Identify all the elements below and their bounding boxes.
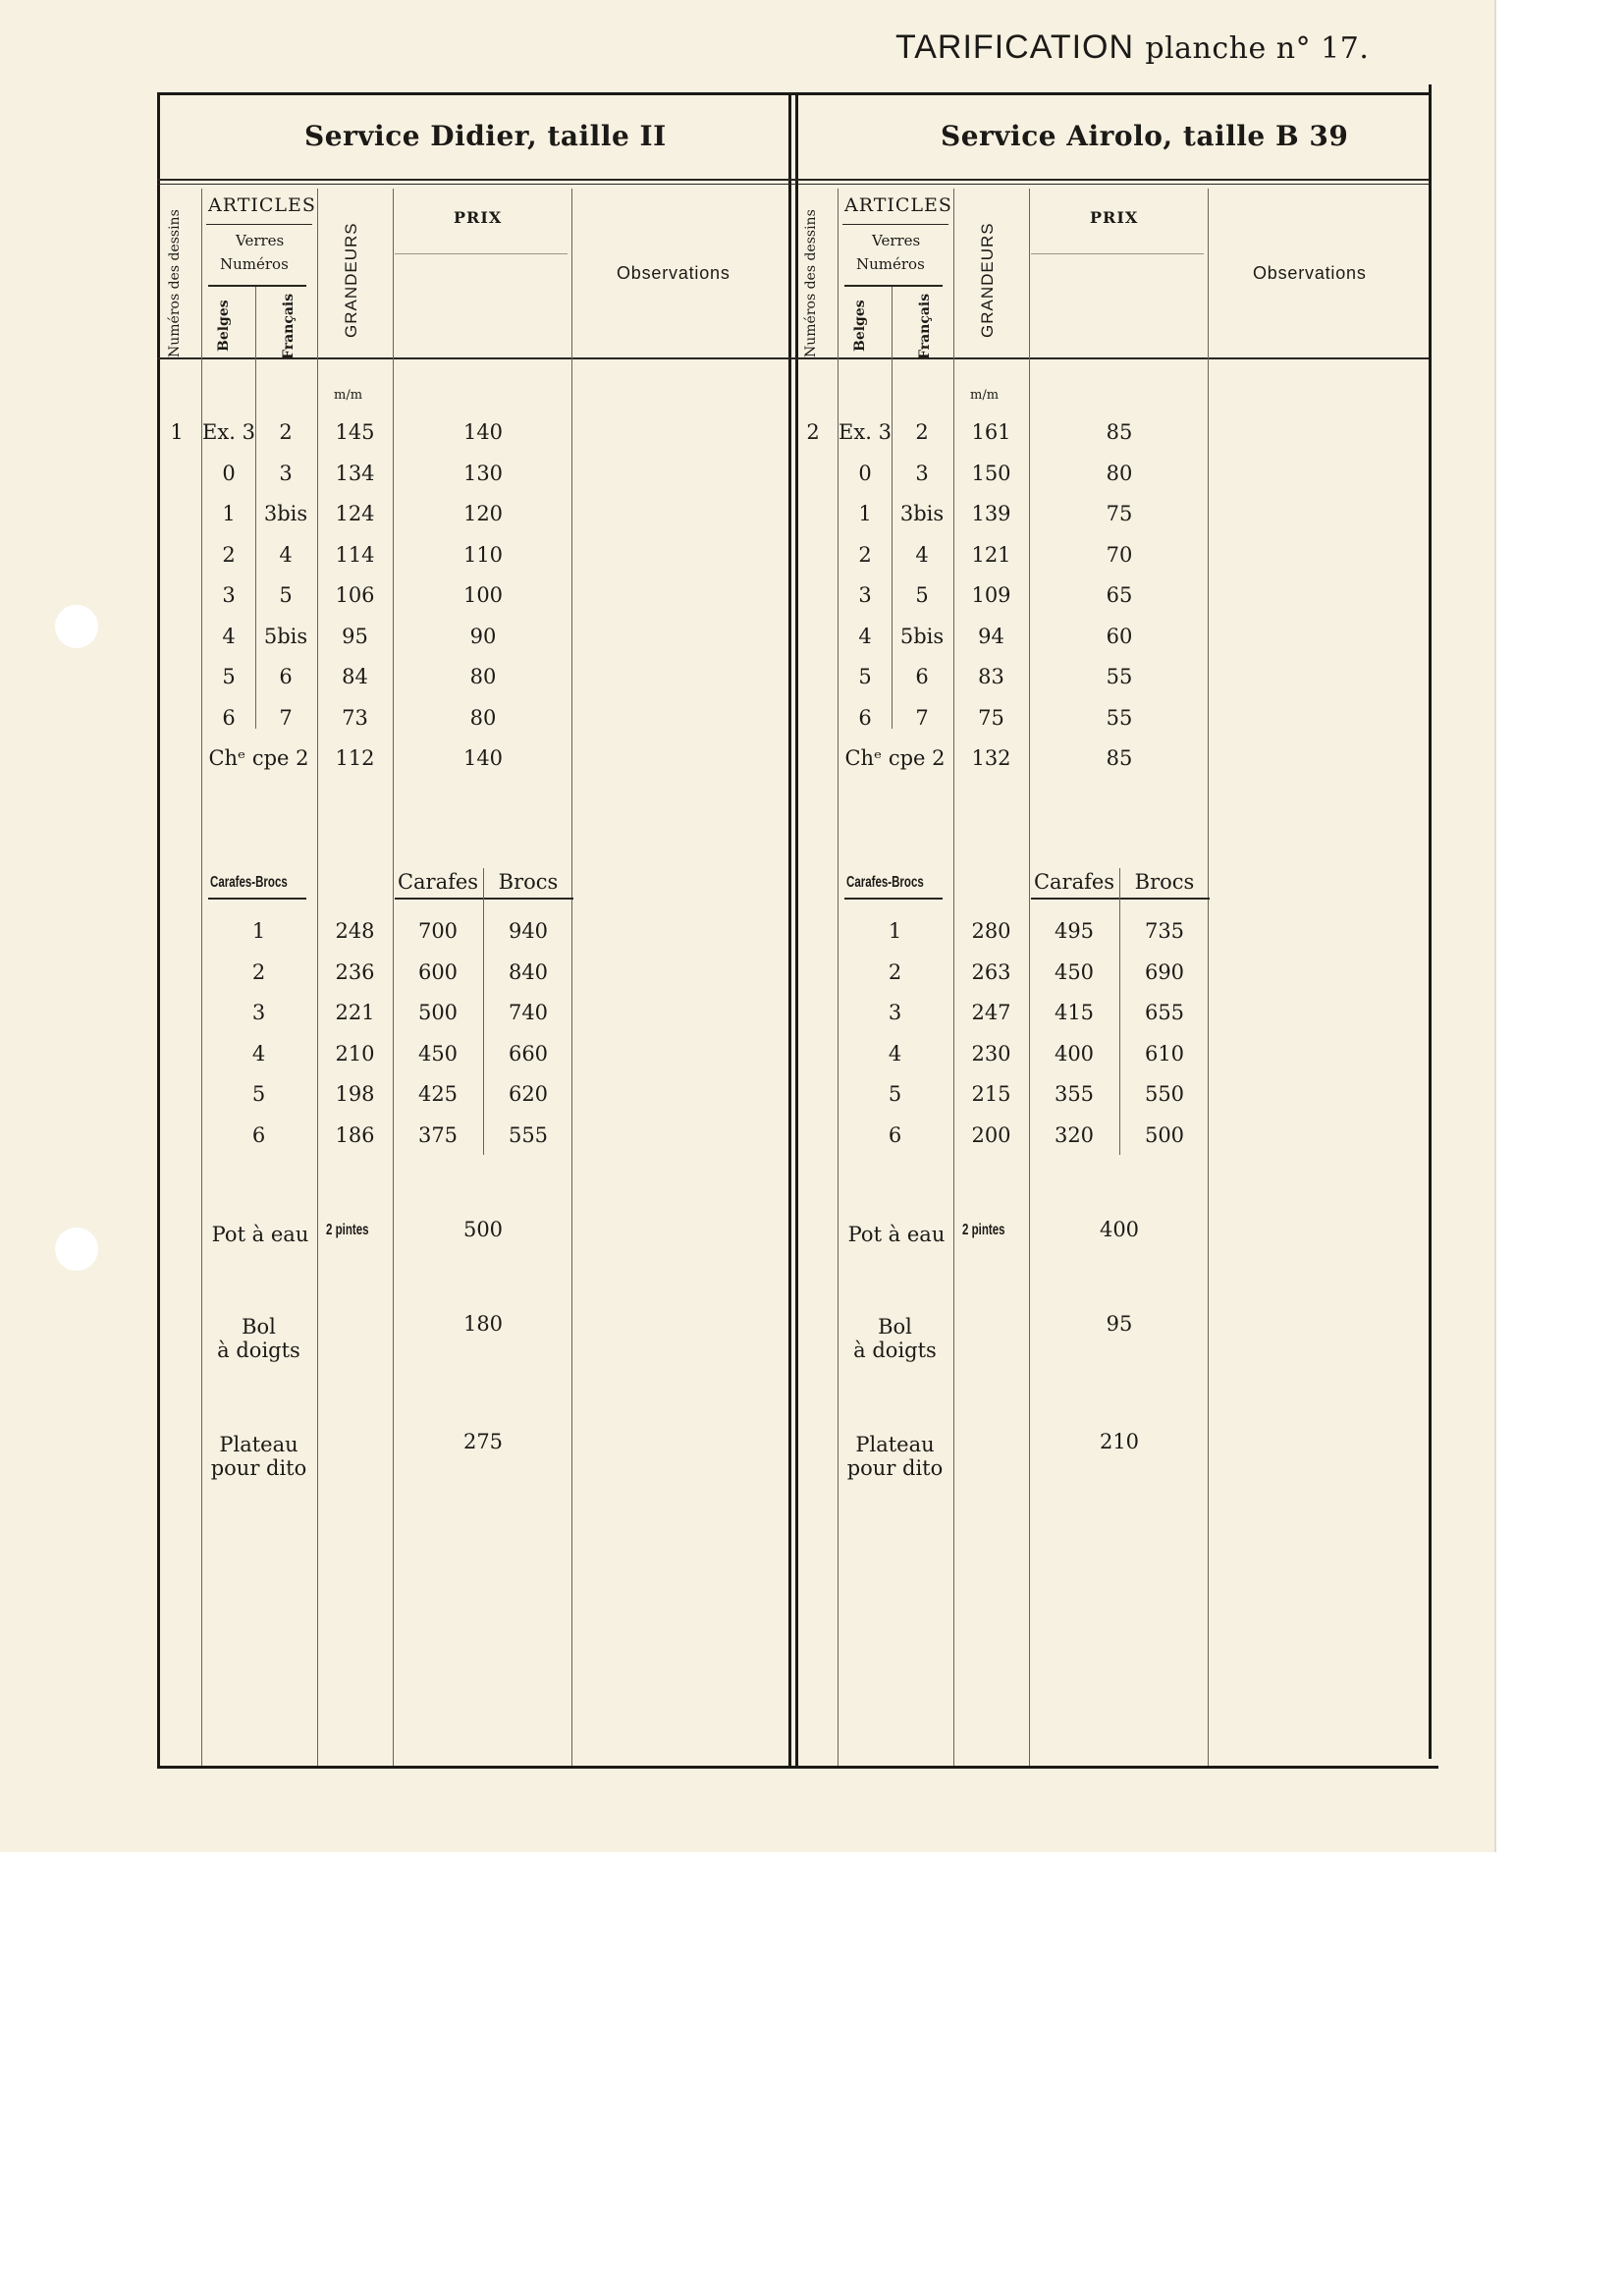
glass-belges-cell: 0 — [858, 462, 872, 485]
glass-prix-cell: 55 — [1106, 665, 1133, 688]
carafes-header: Carafes — [397, 870, 479, 894]
pot-a-eau-size: 2 pintes — [962, 1222, 1005, 1238]
title-rest: planche n° 17. — [1145, 31, 1370, 66]
glass-francais-cell: 4 — [279, 543, 293, 567]
carafes-brocs-header: Carafes-Brocs — [210, 874, 288, 891]
frame-right — [1429, 84, 1432, 1759]
glass-prix-cell: 140 — [462, 420, 504, 444]
glass-grandeur-cell: 121 — [971, 543, 1011, 567]
carafe-num-cell: 5 — [888, 1082, 902, 1106]
carafes-brocs-price-underline — [1031, 898, 1210, 900]
carafes-brocs-underline — [208, 898, 306, 900]
glass-francais-cell: 3 — [915, 462, 929, 485]
carafes-brocs-price-underline — [395, 898, 573, 900]
glass-grandeur-cell: 75 — [978, 706, 1004, 730]
broc-price-cell: 735 — [1144, 919, 1185, 943]
glass-prix-cell: 90 — [469, 625, 497, 648]
glass-francais-cell: 3bis — [263, 502, 308, 525]
header-observations: Observations — [1253, 263, 1367, 283]
carafe-grandeur-cell: 248 — [335, 919, 375, 943]
carafe-grandeur-cell: 215 — [971, 1082, 1011, 1106]
plateau-prix: 275 — [462, 1430, 504, 1453]
carafes-header: Carafes — [1033, 870, 1115, 894]
glass-prix-cell: 75 — [1106, 502, 1133, 525]
column-line — [393, 189, 394, 1766]
bol-label-2: à doigts — [217, 1339, 300, 1362]
glass-francais-cell: 6 — [915, 665, 929, 688]
bol-label-1: Bol — [242, 1315, 276, 1339]
header-prix-rule — [395, 253, 568, 254]
carafes-brocs-split-line — [483, 868, 484, 1155]
broc-price-cell: 740 — [508, 1001, 549, 1024]
glass-belges-cell: 4 — [858, 625, 872, 648]
glass-belges-cell: 3 — [222, 583, 236, 607]
glass-grandeur-cell: 134 — [335, 462, 375, 485]
header-articles-underline — [206, 224, 312, 225]
bol-label-2: à doigts — [853, 1339, 937, 1362]
glass-belges-cell: Ex. 3 — [202, 420, 255, 444]
carafe-num-cell: 3 — [251, 1001, 266, 1024]
broc-price-cell: 840 — [508, 960, 549, 984]
title-main: TARIFICATION — [895, 28, 1135, 66]
pot-a-eau-prix: 400 — [1099, 1218, 1140, 1241]
glass-belges-cell: 6 — [858, 706, 872, 730]
sheet-edge — [1494, 0, 1496, 1852]
header-verres: Verres — [872, 232, 921, 249]
broc-price-cell: 620 — [508, 1082, 549, 1106]
carafe-num-cell: 6 — [251, 1123, 266, 1147]
header-numeros: Numéros — [856, 255, 925, 273]
carafe-grandeur-cell: 221 — [335, 1001, 375, 1024]
brocs-header: Brocs — [1134, 870, 1195, 894]
glass-prix-cell: 130 — [462, 462, 504, 485]
broc-price-cell: 660 — [508, 1042, 549, 1066]
punch-hole-lower — [55, 1228, 98, 1271]
carafe-price-cell: 400 — [1054, 1042, 1095, 1066]
frame-left — [157, 92, 160, 1769]
carafes-brocs-header: Carafes-Brocs — [846, 874, 924, 891]
glass-grandeur-cell: 124 — [335, 502, 375, 525]
broc-price-cell: 690 — [1144, 960, 1185, 984]
glass-belges-cell: Ex. 3 — [839, 420, 892, 444]
bol-prix: 95 — [1106, 1312, 1133, 1336]
carafe-num-cell: 5 — [251, 1082, 266, 1106]
glass-prix-cell: 80 — [469, 706, 497, 730]
glass-francais-cell: 3 — [279, 462, 293, 485]
broc-price-cell: 655 — [1144, 1001, 1185, 1024]
carafe-grandeur-cell: 280 — [971, 919, 1011, 943]
glass-prix-cell: 100 — [462, 583, 504, 607]
glass-belges-cell: 0 — [222, 462, 236, 485]
glass-francais-cell: 6 — [279, 665, 293, 688]
coupe-label: Chᵉ cpe 2 — [844, 746, 946, 770]
header-articles: ARTICLES — [844, 194, 952, 216]
glass-grandeur-cell: 95 — [342, 625, 368, 648]
glass-grandeur-cell: 114 — [335, 543, 375, 567]
glass-francais-cell: 4 — [915, 543, 929, 567]
glass-prix-cell: 80 — [1106, 462, 1133, 485]
pot-a-eau-prix: 500 — [462, 1218, 504, 1241]
glass-belges-cell: 6 — [222, 706, 236, 730]
glass-francais-cell: 5bis — [263, 625, 308, 648]
broc-price-cell: 555 — [508, 1123, 549, 1147]
punch-hole-upper — [55, 605, 98, 648]
glass-francais-cell: 7 — [915, 706, 929, 730]
glass-francais-cell: 5 — [915, 583, 929, 607]
header-observations: Observations — [617, 263, 731, 283]
glass-francais-cell: 5bis — [899, 625, 945, 648]
design-number: 2 — [806, 420, 820, 444]
glass-belges-cell: 2 — [222, 543, 236, 567]
glass-grandeur-cell: 161 — [971, 420, 1011, 444]
page-title — [895, 27, 1369, 67]
header-belges: Belges — [216, 300, 232, 352]
frame-divider-a — [788, 92, 791, 1769]
glass-grandeur-cell: 106 — [335, 583, 375, 607]
carafe-price-cell: 495 — [1054, 919, 1095, 943]
plateau-label-2: pour dito — [846, 1456, 944, 1480]
pot-a-eau-size: 2 pintes — [326, 1222, 369, 1238]
carafe-grandeur-cell: 247 — [971, 1001, 1011, 1024]
glass-belges-cell: 2 — [858, 543, 872, 567]
carafe-num-cell: 2 — [251, 960, 266, 984]
carafe-price-cell: 700 — [417, 919, 459, 943]
carafe-grandeur-cell: 263 — [971, 960, 1011, 984]
glass-belges-cell: 5 — [222, 665, 236, 688]
header-prix-rule — [1031, 253, 1204, 254]
frame-divider-b — [795, 92, 798, 1769]
panel-title: Service Didier, taille II — [304, 120, 667, 152]
carafe-price-cell: 415 — [1054, 1001, 1095, 1024]
plateau-label-2: pour dito — [210, 1456, 307, 1480]
carafe-grandeur-cell: 236 — [335, 960, 375, 984]
carafe-num-cell: 6 — [888, 1123, 902, 1147]
carafes-brocs-split-line — [1119, 868, 1120, 1155]
plateau-label-1: Plateau — [219, 1433, 298, 1456]
glass-grandeur-cell: 94 — [978, 625, 1004, 648]
frame-top — [157, 92, 1429, 95]
plateau-prix: 210 — [1099, 1430, 1140, 1453]
carafe-price-cell: 600 — [417, 960, 459, 984]
header-verres: Verres — [236, 232, 285, 249]
header-francais: Français — [281, 293, 297, 359]
header-prix: PRIX — [1090, 208, 1139, 227]
glass-francais-cell: 3bis — [899, 502, 945, 525]
carafe-num-cell: 1 — [888, 919, 902, 943]
unit-mm: m/m — [970, 388, 1000, 403]
design-number: 1 — [170, 420, 184, 444]
glass-grandeur-cell: 150 — [971, 462, 1011, 485]
glass-francais-cell: 2 — [279, 420, 293, 444]
glass-grandeur-cell: 83 — [978, 665, 1004, 688]
column-line — [571, 189, 572, 1766]
glass-prix-cell: 80 — [469, 665, 497, 688]
header-numeros-dessins: Numéros des dessins — [167, 209, 183, 357]
carafe-grandeur-cell: 230 — [971, 1042, 1011, 1066]
header-articles-underline — [842, 224, 948, 225]
bol-label-1: Bol — [878, 1315, 912, 1339]
glass-francais-cell: 7 — [279, 706, 293, 730]
column-line — [1029, 189, 1030, 1766]
coupe-label: Chᵉ cpe 2 — [208, 746, 309, 770]
brocs-header: Brocs — [498, 870, 559, 894]
header-articles: ARTICLES — [208, 194, 316, 216]
carafe-grandeur-cell: 200 — [971, 1123, 1011, 1147]
coupe-grandeur: 112 — [335, 746, 375, 770]
header-numeros: Numéros — [220, 255, 289, 273]
unit-mm: m/m — [334, 388, 363, 403]
title-rule-2 — [157, 184, 1429, 185]
carafe-price-cell: 375 — [417, 1123, 459, 1147]
carafe-price-cell: 500 — [417, 1001, 459, 1024]
header-rule — [157, 357, 1429, 359]
column-line — [1208, 189, 1209, 1766]
header-grandeurs: GRANDEURS — [342, 222, 360, 338]
glass-grandeur-cell: 84 — [342, 665, 368, 688]
carafe-price-cell: 450 — [1054, 960, 1095, 984]
header-numeros-underline — [844, 285, 943, 287]
glass-belges-cell: 5 — [858, 665, 872, 688]
carafe-num-cell: 4 — [251, 1042, 266, 1066]
header-grandeurs: GRANDEURS — [978, 222, 997, 338]
glass-prix-cell: 55 — [1106, 706, 1133, 730]
glass-grandeur-cell: 109 — [971, 583, 1011, 607]
broc-price-cell: 550 — [1144, 1082, 1185, 1106]
broc-price-cell: 500 — [1144, 1123, 1185, 1147]
carafe-price-cell: 425 — [417, 1082, 459, 1106]
carafe-num-cell: 1 — [251, 919, 266, 943]
carafe-num-cell: 4 — [888, 1042, 902, 1066]
glass-belges-cell: 3 — [858, 583, 872, 607]
header-francais: Français — [917, 293, 933, 359]
glass-grandeur-cell: 73 — [342, 706, 368, 730]
carafe-price-cell: 450 — [417, 1042, 459, 1066]
coupe-prix: 140 — [462, 746, 504, 770]
glass-prix-cell: 120 — [462, 502, 504, 525]
glass-grandeur-cell: 145 — [335, 420, 375, 444]
plateau-label-1: Plateau — [855, 1433, 935, 1456]
carafe-grandeur-cell: 186 — [335, 1123, 375, 1147]
broc-price-cell: 940 — [508, 919, 549, 943]
carafe-grandeur-cell: 210 — [335, 1042, 375, 1066]
pot-a-eau-label: Pot à eau — [211, 1223, 309, 1246]
glass-prix-cell: 85 — [1106, 420, 1133, 444]
glass-prix-cell: 65 — [1106, 583, 1133, 607]
header-prix: PRIX — [454, 208, 503, 227]
coupe-prix: 85 — [1106, 746, 1133, 770]
broc-price-cell: 610 — [1144, 1042, 1185, 1066]
header-belges: Belges — [852, 300, 868, 352]
glass-prix-cell: 110 — [462, 543, 504, 567]
coupe-grandeur: 132 — [971, 746, 1011, 770]
glass-prix-cell: 60 — [1106, 625, 1133, 648]
title-rule-1 — [157, 179, 1429, 181]
glass-belges-cell: 4 — [222, 625, 236, 648]
carafe-num-cell: 3 — [888, 1001, 902, 1024]
glass-francais-cell: 2 — [915, 420, 929, 444]
carafes-brocs-underline — [844, 898, 943, 900]
glass-grandeur-cell: 139 — [971, 502, 1011, 525]
header-numeros-underline — [208, 285, 306, 287]
header-numeros-dessins: Numéros des dessins — [803, 209, 819, 357]
pot-a-eau-label: Pot à eau — [847, 1223, 946, 1246]
glass-belges-cell: 1 — [222, 502, 236, 525]
glass-prix-cell: 70 — [1106, 543, 1133, 567]
carafe-grandeur-cell: 198 — [335, 1082, 375, 1106]
carafe-price-cell: 355 — [1054, 1082, 1095, 1106]
bol-prix: 180 — [462, 1312, 504, 1336]
panel-title: Service Airolo, taille B 39 — [941, 120, 1349, 152]
carafe-num-cell: 2 — [888, 960, 902, 984]
glass-francais-cell: 5 — [279, 583, 293, 607]
carafe-price-cell: 320 — [1054, 1123, 1095, 1147]
glass-belges-cell: 1 — [858, 502, 872, 525]
